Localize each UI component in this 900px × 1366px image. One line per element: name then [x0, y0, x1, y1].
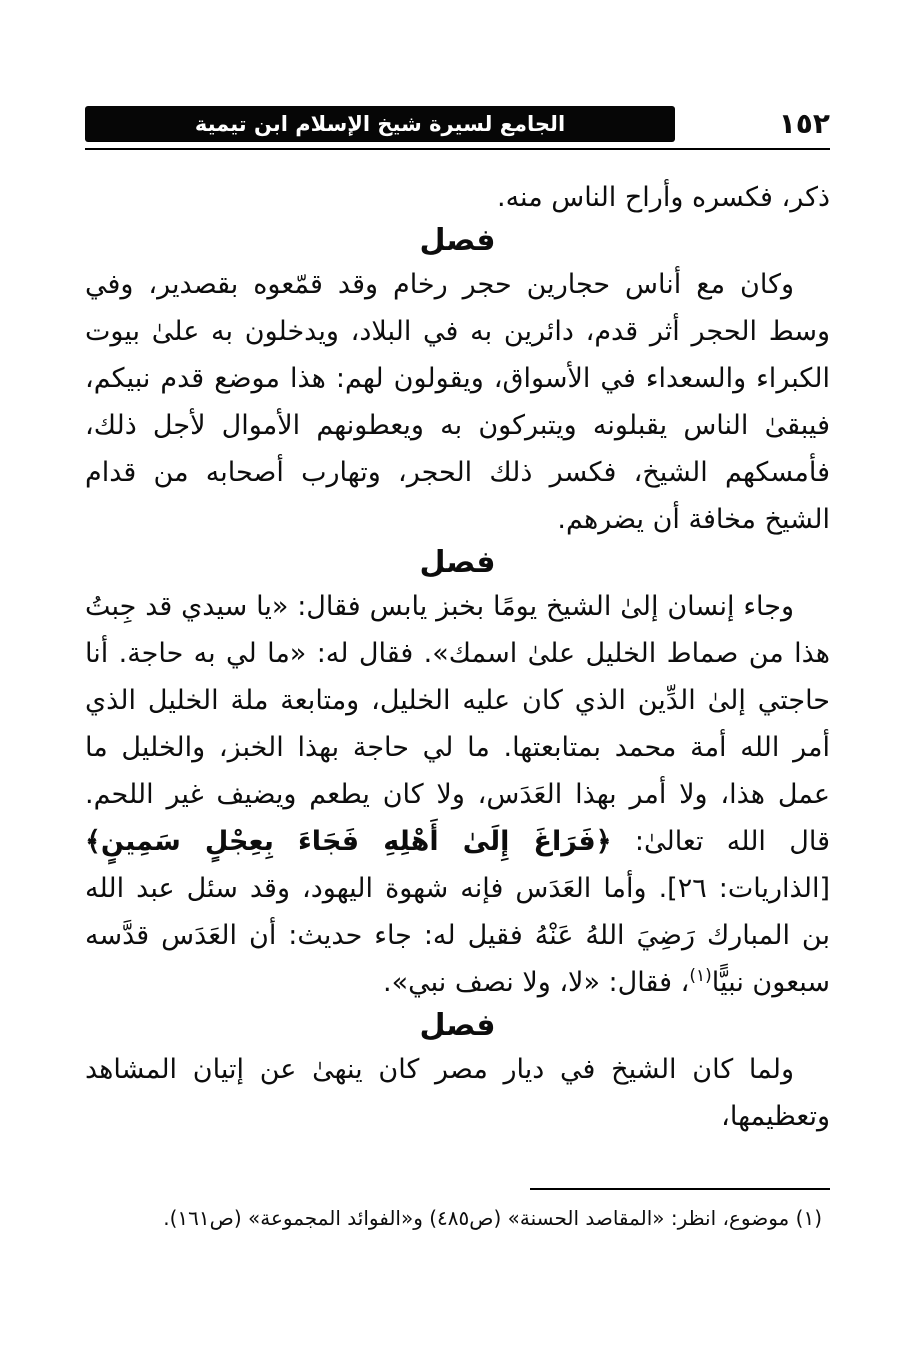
book-title: الجامع لسيرة شيخ الإسلام ابن تيمية: [194, 111, 566, 136]
footnote-reference: (١): [689, 966, 712, 986]
paragraph-3: ولما كان الشيخ في ديار مصر كان ينهىٰ عن إتيان المشاهد وتعظيمها،: [85, 1054, 830, 1132]
paragraph-2-text-before-verse: وجاء إنسان إلىٰ الشيخ يومًا بخبز يابس فقال: «يا سيدي قد جِبتُ هذا من صماط الخليل علىٰ اسمك». فقال له: «ما لي به حاجة. أنا حاجتي إلىٰ الدِّين الذي كان عليه الخليل، ومتابعة ملة الخليل الذي أمر الله أمة محمد بمتابعتها. ما لي حاجة بهذا الخبز، والخليل ما عمل هذا، ولا أمر بهذا العَدَس، ولا كان يطعم ويضيف غير اللحم. قال الله تعالىٰ:: [85, 591, 830, 857]
section-heading-3: فصل: [419, 1008, 496, 1043]
paragraph-2: [85, 583, 830, 1006]
footnote-text: (١) موضوع، انظر: «المقاصد الحسنة» (ص٤٨٥) و«الفوائد المجموعة» (ص١٦١).: [163, 1206, 822, 1230]
paragraph-1: وكان مع أناس حجارين حجر رخام وقد قمّعوه بقصدير، وفي وسط الحجر أثر قدم، دائرين به في البلاد، ويدخلون به علىٰ بيوت الكبراء والسعداء في الأسواق، ويقولون لهم: هذا موضع قدم نبيكم، فيبقىٰ الناس يقبلونه ويتبركون به ويعطونهم الأموال لأجل ذلك، فأمسكهم الشيخ، فكسر ذلك الحجر، وتهارب أصحابه من قدام الشيخ مخافة أن يضرهم.: [85, 269, 830, 535]
paragraph-2-tail: ، فقال: «لا، ولا نصف نبي».: [383, 967, 690, 998]
header-rule: [85, 148, 830, 150]
section-heading-2: فصل: [419, 545, 496, 580]
title-banner: [85, 106, 675, 141]
page-body: [85, 174, 830, 1140]
footnote-area: [85, 1188, 830, 1234]
section-heading-1: فصل: [419, 223, 496, 258]
page-number: ١٥٢: [778, 107, 830, 140]
continuation-paragraph: ذكر، فكسره وأراح الناس منه.: [496, 182, 830, 213]
page-header: [85, 106, 830, 141]
footnote-separator: [530, 1188, 830, 1190]
quran-verse: ﴿فَرَاغَ إِلَىٰ أَهْلِهِ فَجَاءَ بِعِجْلٍ سَمِينٍ﴾: [85, 826, 612, 857]
paragraph-2-text-after-verse: [الذاريات: ٢٦]. وأما العَدَس فإنه شهوة اليهود، وقد سئل عبد الله بن المبارك رَضِيَ اللهُ عَنْهُ فقيل له: جاء حديث: أن العَدَس قدَّسه سبعون نبيًّا: [85, 873, 830, 998]
